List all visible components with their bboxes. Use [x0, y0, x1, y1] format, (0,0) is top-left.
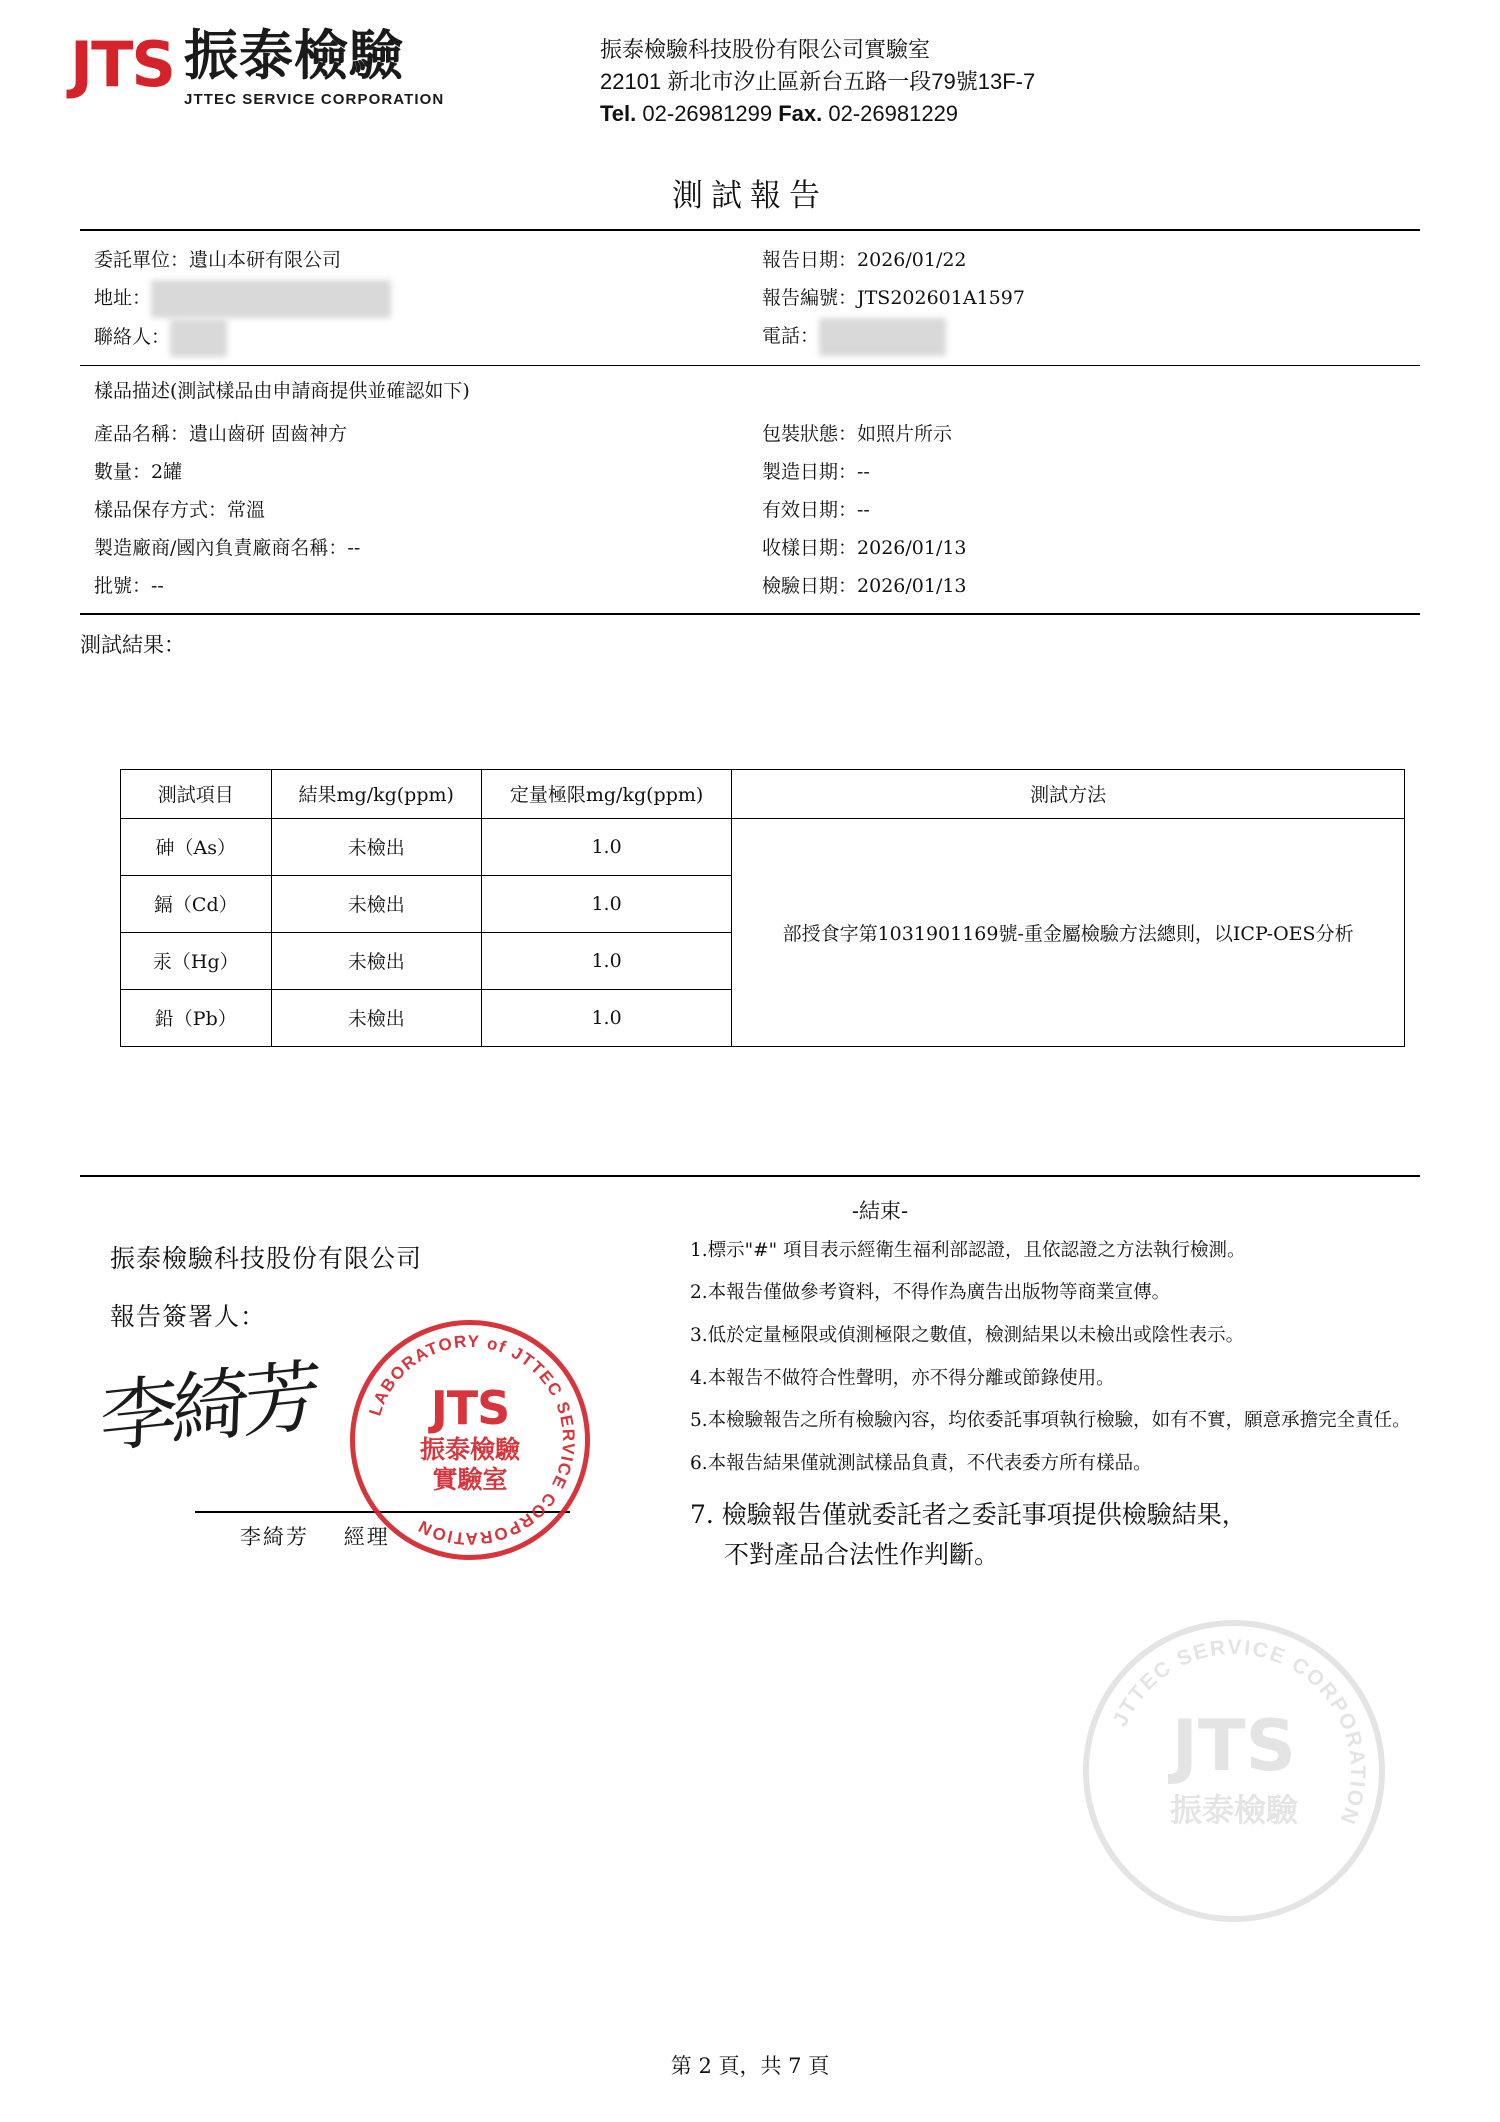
- cell-item: 砷（As）: [121, 818, 272, 875]
- notes-block: [680, 1225, 1420, 1589]
- logo-english-name: JTTEC SERVICE CORPORATION: [184, 90, 445, 108]
- manufacture-date-value: --: [857, 460, 870, 483]
- cell-item: 鎘（Cd）: [121, 875, 272, 932]
- tel-value: 02-26981299: [642, 100, 773, 126]
- results-label: 測試結果：: [80, 632, 185, 657]
- sample-info-section: [80, 405, 1420, 613]
- packaging-value: 如照片所示: [857, 422, 953, 445]
- signer-label: 報告簽署人：: [110, 1301, 267, 1331]
- report-number-label: 報告編號：: [762, 286, 858, 309]
- company-seal-stamp: [350, 1320, 590, 1560]
- jts-logo-mark: JTS: [70, 28, 175, 101]
- client-address-label: 地址：: [94, 286, 152, 309]
- watermark-ring-icon: [1089, 1626, 1379, 1916]
- tel-label: Tel.: [600, 100, 637, 126]
- info-row: [94, 567, 752, 605]
- report-header: [0, 0, 1500, 130]
- sample-info-right: [752, 415, 1420, 605]
- svg-text:JTTEC SERVICE CORPORATION: JTTEC SERVICE CORPORATION: [1108, 1635, 1370, 1829]
- watermark-center: [1089, 1705, 1379, 1831]
- expiry-date-label: 有效日期：: [762, 498, 858, 521]
- client-info-right: [752, 241, 1420, 357]
- signer-title: 經理: [343, 1524, 390, 1549]
- client-address-value: [151, 280, 391, 318]
- results-table: [120, 769, 1405, 1047]
- logo-text: [184, 24, 445, 108]
- note7-line2: 不對產品合法性作判斷。: [724, 1539, 1000, 1569]
- client-contact-label: 聯絡人：: [94, 325, 171, 348]
- lab-address: 22101 新北市汐止區新台五路一段79號13F-7: [600, 68, 1036, 94]
- note-item: 4.本報告不做符合性聲明，亦不得分離或節錄使用。: [690, 1367, 1115, 1389]
- note-item: 5.本檢驗報告之所有檢驗內容，均依委託事項執行檢驗，如有不實，願意承擔完全責任。: [690, 1410, 1411, 1432]
- lot-number-label: 批號：: [94, 574, 152, 597]
- manufacture-date-label: 製造日期：: [762, 460, 858, 483]
- signer-name: 李綺芳: [240, 1524, 309, 1549]
- lab-name: 振泰檢驗科技股份有限公司實驗室: [600, 37, 931, 62]
- info-row: [762, 529, 1420, 567]
- report-date-label: 報告日期：: [762, 248, 858, 271]
- quantity-value: 2罐: [151, 460, 183, 483]
- info-row: [762, 415, 1420, 453]
- test-date-label: 檢驗日期：: [762, 574, 858, 597]
- results-table-wrap: [120, 769, 1405, 1047]
- note-item: 1.標示"#" 項目表示經衛生福利部認證，且依認證之方法執行檢測。: [690, 1239, 1246, 1261]
- cell-method: 部授食字第1031901169號-重金屬檢驗方法總則，以ICP-OES分析: [732, 818, 1405, 1046]
- th-limit: 定量極限mg/kg(ppm): [481, 769, 731, 818]
- info-row: [94, 453, 752, 491]
- watermark-seal: [1083, 1620, 1385, 1922]
- logo-chinese-name: 振泰檢驗: [184, 24, 405, 87]
- storage-value: 常溫: [227, 498, 266, 521]
- cell-result: 未檢出: [271, 875, 481, 932]
- watermark-jts-mark: JTS: [1171, 1705, 1297, 1787]
- handwritten-signature: 李綺芳: [98, 1351, 317, 1465]
- info-row: [94, 279, 752, 318]
- lab-address-block: [600, 28, 1035, 130]
- note-item-7: [690, 1495, 1420, 1575]
- svg-text:LABORATORY of JTTEC SERVICE CO: LABORATORY of JTTEC SERVICE CORPORATION: [365, 1331, 579, 1548]
- lab-contact: [600, 98, 1035, 130]
- note-item: 2.本報告僅做參考資料，不得作為廣告出版物等商業宣傳。: [690, 1282, 1171, 1304]
- quantity-label: 數量：: [94, 460, 152, 483]
- page-title: 測試報告: [672, 177, 828, 214]
- signature-block: [80, 1225, 680, 1589]
- table-row: [121, 818, 1405, 875]
- info-row: [94, 415, 752, 453]
- received-date-value: 2026/01/13: [857, 536, 967, 559]
- info-row: [94, 241, 752, 279]
- product-name-value: 遺山齒研 固齒神方: [189, 422, 348, 445]
- cell-item: 鉛（Pb）: [121, 989, 272, 1046]
- stamp-line2: 實驗室: [432, 1464, 508, 1494]
- info-row: [762, 317, 1420, 356]
- manufacturer-label: 製造廠商/國內負責廠商名稱：: [94, 536, 348, 559]
- report-date-value: 2026/01/22: [857, 248, 967, 271]
- info-row: [762, 279, 1420, 317]
- client-phone-label: 電話：: [762, 324, 820, 347]
- info-row: [762, 567, 1420, 605]
- note-item: 3.低於定量極限或偵測極限之數值，檢測結果以未檢出或陰性表示。: [690, 1325, 1245, 1347]
- note-item: 6.本報告結果僅就測試樣品負責，不代表委方所有樣品。: [690, 1453, 1152, 1475]
- info-row: [762, 453, 1420, 491]
- client-phone-value: [819, 318, 946, 356]
- manufacturer-value: --: [347, 536, 361, 559]
- expiry-date-value: --: [857, 498, 870, 521]
- cell-limit: 1.0: [481, 989, 731, 1046]
- client-info-left: [80, 241, 752, 357]
- company-name: 振泰檢驗科技股份有限公司: [110, 1243, 423, 1273]
- product-name-label: 產品名稱：: [94, 422, 190, 445]
- cell-limit: 1.0: [481, 875, 731, 932]
- note7-line1: 7. 檢驗報告僅就委託者之委託事項提供檢驗結果，: [690, 1499, 1247, 1529]
- fax-label: Fax.: [778, 100, 823, 126]
- footer-divider: [80, 1175, 1420, 1177]
- packaging-label: 包裝狀態：: [762, 422, 858, 445]
- received-date-label: 收樣日期：: [762, 536, 858, 559]
- sample-description-heading: 樣品描述(測試樣品由申請商提供並確認如下): [94, 379, 470, 402]
- th-item: 測試項目: [121, 769, 272, 818]
- report-number-value: JTS202601A1597: [857, 286, 1025, 309]
- company-logo: [70, 24, 600, 108]
- client-info-section: [80, 231, 1420, 365]
- th-method: 測試方法: [732, 769, 1405, 818]
- test-date-value: 2026/01/13: [857, 574, 967, 597]
- table-header-row: [121, 769, 1405, 818]
- stamp-line1: 振泰檢驗: [419, 1434, 520, 1464]
- cell-limit: 1.0: [481, 932, 731, 989]
- end-mark: -結束-: [851, 1198, 909, 1223]
- info-row: [94, 491, 752, 529]
- cell-limit: 1.0: [481, 818, 731, 875]
- client-company-label: 委託單位：: [94, 248, 190, 271]
- stamp-center: [355, 1380, 585, 1495]
- info-row: [762, 491, 1420, 529]
- storage-label: 樣品保存方式：: [94, 498, 228, 521]
- client-contact-value: [170, 319, 227, 357]
- cell-result: 未檢出: [271, 989, 481, 1046]
- sample-info-left: [80, 415, 752, 605]
- watermark-line1: 振泰檢驗: [1169, 1791, 1298, 1829]
- page-number: 第 2 頁，共 7 頁: [670, 2054, 830, 2078]
- th-result: 結果mg/kg(ppm): [271, 769, 481, 818]
- info-row: [762, 241, 1420, 279]
- cell-result: 未檢出: [271, 932, 481, 989]
- footer-section: [80, 1225, 1420, 1589]
- client-company-value: 遺山本研有限公司: [189, 248, 342, 271]
- divider-bottom: [80, 613, 1420, 615]
- info-row: [94, 318, 752, 357]
- stamp-jts-mark: JTS: [430, 1380, 510, 1435]
- fax-value: 02-26981229: [828, 100, 959, 126]
- info-row: [94, 529, 752, 567]
- cell-result: 未檢出: [271, 818, 481, 875]
- cell-item: 汞（Hg）: [121, 932, 272, 989]
- lot-number-value: --: [151, 574, 164, 597]
